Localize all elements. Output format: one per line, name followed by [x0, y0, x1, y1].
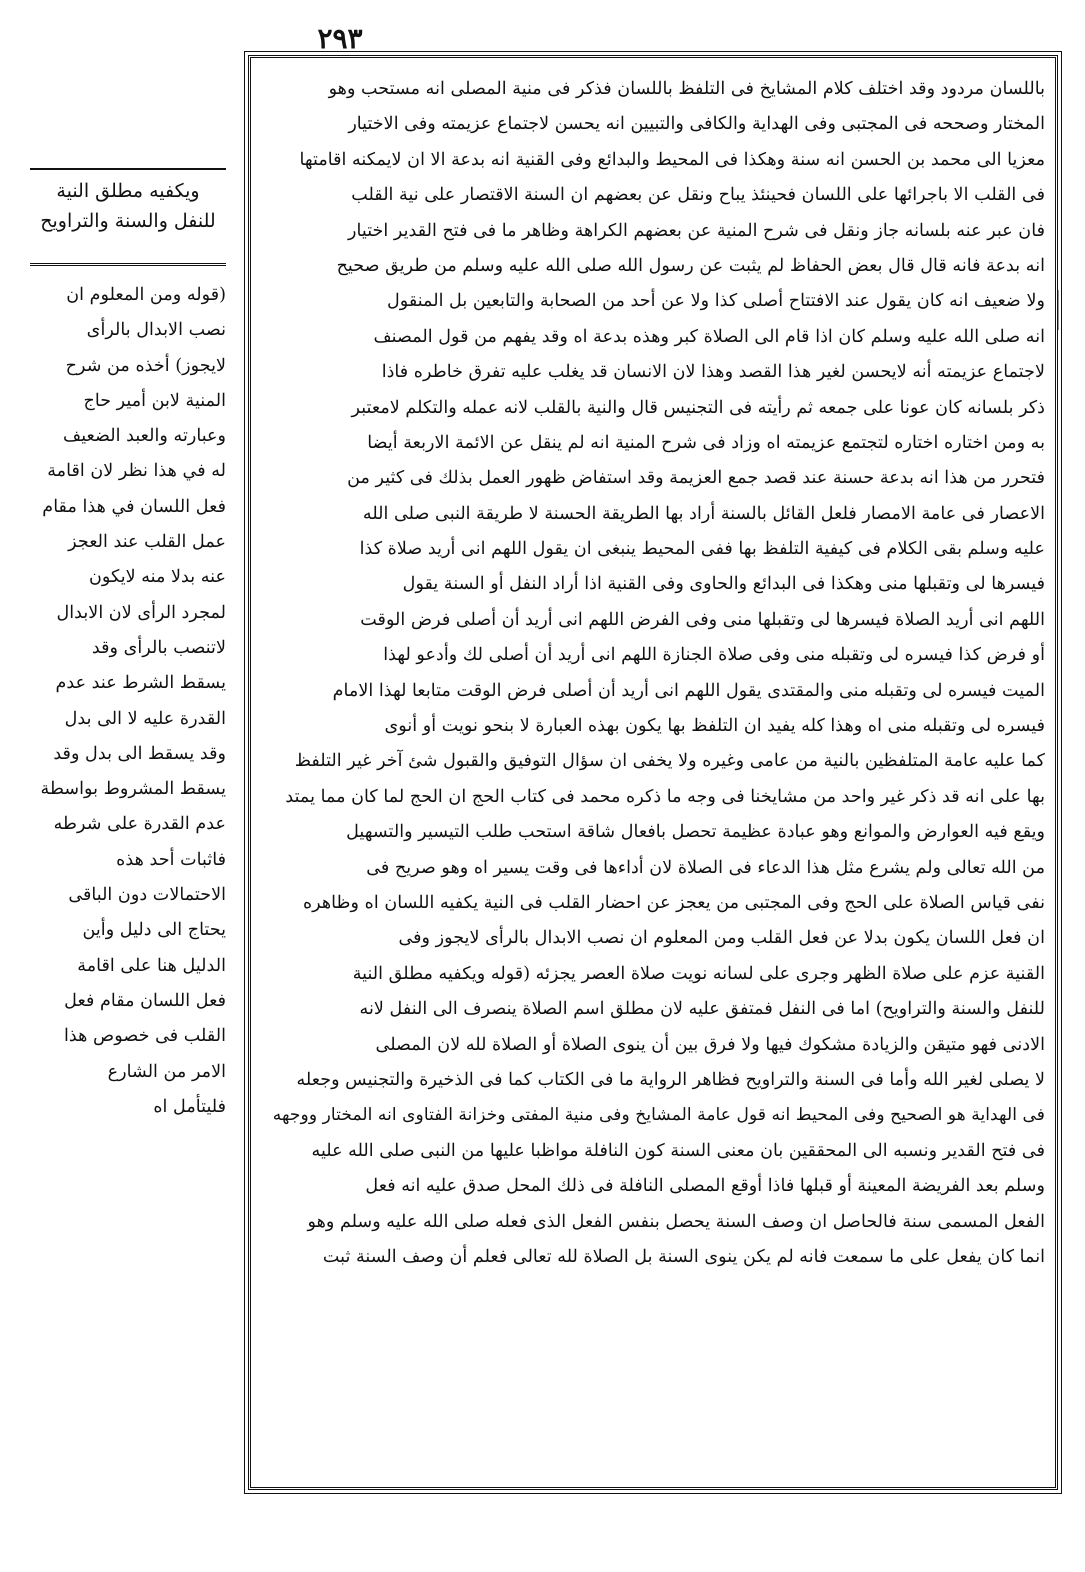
- main-text-line: كما عليه عامة المتلفظين بالنية من عامى وغيره ولا يخفى ان سؤال التوفيق والقبول شئ آخر غير التلفظ: [294, 751, 1045, 772]
- sidebar-text-line: القدرة عليه لا الى بدل: [64, 708, 226, 729]
- sidebar-text-line: لايجوز) أخذه من شرح: [65, 355, 226, 376]
- sidebar-text-line: المنية لابن أمير حاج: [83, 390, 226, 411]
- main-text-line: بها على انه قد ذكر غير واحد من مشايخنا فى وجه ما ذكره محمد فى كتاب الحج ان الحج لما كان مما يمتد: [285, 786, 1045, 807]
- main-text-line: فى فتح القدير ونسبه الى المحققين بان معنى السنة كون النافلة مواظبا عليها من النبى صلى الله عليه: [311, 1140, 1045, 1161]
- sidebar-text-line: وقد يسقط الى بدل وقد: [53, 743, 226, 764]
- main-text-line: به ومن اختاره اختاره لتجتمع عزيمته اه وزاد فى شرح المنية انه لم ينقل عن الائمة الاربعة أيضا: [367, 432, 1045, 453]
- sidebar-text-line: لمجرد الرأى لان الابدال: [56, 602, 226, 623]
- main-text-line: فيسره لى وتقبله منى اه وهذا كله يفيد ان التلفظ بها يكون بهذه العبارة لا بنحو نويت أو أنوى: [384, 716, 1045, 737]
- main-text-line: لا يصلى لغير الله وأما فى السنة والتراويح فظاهر الرواية ما فى الكتاب كما فى الذخيرة والتجنيس وجعله: [296, 1069, 1045, 1090]
- main-text-line: أو فرض كذا فيسره لى وتقبله منى وفى صلاة الجنازة اللهم انى أريد أن أصلى لك وأدعو لهذا: [383, 645, 1045, 666]
- main-text-line: فى القلب الا باجرائها على اللسان فحينئذ يباح ونقل عن بعضهم ان السنة الاقتصار على نية القلب: [351, 185, 1045, 206]
- main-text-line: ولا ضعيف انه كان يقول عند الافتتاح أصلى كذا ولا عن أحد من الصحابة والتابعين بل المنقول: [386, 291, 1045, 312]
- sidebar-text-line: وعبارته والعبد الضعيف: [63, 426, 226, 447]
- margin-mark: [1058, 290, 1065, 330]
- main-text-line: عليه وسلم بقى الكلام فى كيفية التلفظ بها ففى المحيط ينبغى ان يقول اللهم انى أريد صلاة كذا: [359, 539, 1045, 560]
- sidebar-text-line: فعل اللسان في هذا مقام: [42, 496, 226, 517]
- main-text-line: القنية عزم على صلاة الظهر وجرى على لسانه نويت صلاة العصر يجزئه (قوله ويكفيه مطلق النية: [352, 963, 1045, 984]
- sidebar-text-line: يسقط الشرط عند عدم: [55, 673, 226, 694]
- sidebar-text-line: الدليل هنا على اقامة: [77, 955, 226, 976]
- main-text-line: من الله تعالى ولم يشرع مثل هذا الدعاء فى الصلاة لان أداءها فى وقت يسير اه وهو صريح فى: [366, 857, 1045, 878]
- main-text-line: نفى قياس الصلاة على الحج وفى المجتبى من يعجز عن احضار القلب فى النية يكفيه اللسان اه وظاهره: [302, 892, 1045, 913]
- sidebar-text-line: فليتأمل اه: [153, 1096, 226, 1117]
- sidebar-text-line: الامر من الشارع: [107, 1061, 226, 1082]
- main-text-line: ويقع فيه العوارض والموانع وهو عبادة عظيمة تحصل بافعال شاقة استحب طلب التيسير والتسهيل: [346, 822, 1045, 843]
- sidebar-text-line: القلب فى خصوص هذا: [64, 1026, 226, 1047]
- main-text-line: الفعل المسمى سنة فالحاصل ان وصف السنة يحصل بنفس الفعل الذى فعله صلى الله عليه وسلم وهو: [307, 1211, 1045, 1232]
- main-text-line: انما كان يفعل على ما سمعت فانه لم يكن ينوى السنة بل الصلاة لله تعالى فعلم أن وصف السنة ثبت: [322, 1246, 1045, 1267]
- main-text-line: فيسرها لى وتقبلها منى وهكذا فى البدائع والحاوى وفى القنية اذا أراد النفل أو السنة يقول: [402, 574, 1045, 595]
- main-text-line: المختار وصححه فى المجتبى وفى الهداية والكافى والتبيين انه يحسن لاجتماع عزيمته وفى الاختيار: [348, 114, 1045, 135]
- sidebar-text-line: عدم القدرة على شرطه: [53, 814, 226, 835]
- main-text-line: فان عبر عنه بلسانه جاز ونقل فى شرح المنية عن بعضهم الكراهة وظاهر ما فى فتح القدير اختيار: [348, 220, 1045, 241]
- sidebar-heading-line: للنفل والسنة والتراويح: [40, 210, 216, 232]
- sidebar-text-line: فاثبات أحد هذه: [116, 849, 226, 870]
- sidebar-text-line: نصب الابدال بالرأى: [86, 320, 226, 341]
- sidebar-text-line: يحتاج الى دليل وأين: [82, 920, 226, 941]
- sidebar-heading-line: ويكفيه مطلق النية: [56, 180, 200, 202]
- sidebar-text-line: يسقط المشروط بواسطة: [40, 779, 226, 800]
- main-text-line: فتحرر من هذا انه بدعة حسنة عند قصد جمع العزيمة وقد استفاض ظهور العمل بذلك فى كثير من: [347, 468, 1045, 489]
- main-text-line: فى الهداية هو الصحيح وفى المحيط انه قول عامة المشايخ وفى منية المفتى وخزانة الفتاوى انه المختار ووجهه: [272, 1105, 1045, 1126]
- main-text-line: لاجتماع عزيمته أنه لايحسن لغير هذا القصد وهذا لان الانسان قد يغلب عليه تفرق خاطره فاذا: [381, 362, 1045, 383]
- sidebar-text-line: له في هذا نظر لان اقامة: [47, 461, 226, 482]
- main-text-line: وسلم بعد الفريضة المعينة أو قبلها فاذا أوقع المصلى النافلة فى ذلك المحل صدق عليه انه فعل: [365, 1176, 1045, 1197]
- main-text-line: ذكر بلسانه كان عونا على جمعه ثم رأيته فى التجنيس قال والنية بالقلب لانه عمله والتكلم لامعتبر: [351, 397, 1045, 418]
- main-text-line: باللسان مردود وقد اختلف كلام المشايخ فى التلفظ باللسان فذكر فى منية المصلى انه مستحب وهو: [328, 79, 1045, 99]
- sidebar-text-line: الاحتمالات دون الباقى: [68, 885, 226, 906]
- main-text-line: انه صلى الله عليه وسلم كان اذا قام الى الصلاة كبر وهذه بدعة اه وقد يفهم من قول المصنف: [373, 326, 1045, 347]
- main-text-line: الميت فيسره لى وتقبله منى والمقتدى يقول اللهم انى أريد أن أصلى فرض الوقت متابعا لهذا الامام: [332, 680, 1045, 701]
- sidebar-commentary: [30, 278, 226, 1125]
- main-text-body: [261, 72, 1045, 1477]
- sidebar-text-line: عنه بدلا منه لايكون: [88, 567, 226, 588]
- main-text-line: للنفل والسنة والتراويح) اما فى النفل فمتفق عليه لان مطلق اسم الصلاة ينصرف الى النفل لانه: [359, 999, 1045, 1020]
- main-text-line: اللهم انى أريد الصلاة فيسرها لى وتقبلها منى وفى الفرض اللهم انى أريد أن أصلى فرض الوقت: [360, 609, 1045, 630]
- main-text-frame: [248, 55, 1058, 1490]
- sidebar-text-line: لاتنصب بالرأى وقد: [91, 637, 226, 658]
- page-number: ٢٩٣: [317, 22, 363, 55]
- main-text-line: الاعصار فى عامة الامصار فلعل القائل بالسنة أراد بها الطريقة الحسنة لا طريقة النبى صلى الله: [362, 503, 1045, 524]
- sidebar-text-line: فعل اللسان مقام فعل: [64, 990, 226, 1011]
- sidebar-text-line: عمل القلب عند العجز: [68, 532, 226, 553]
- main-text-line: معزيا الى محمد بن الحسن انه سنة وهكذا فى المحيط والبدائع وفى القنية انه بدعة الا ان لايمكنه اقامتها: [299, 149, 1045, 170]
- sidebar-heading: [30, 168, 226, 266]
- main-text-line: الادنى فهو متيقن والزيادة مشكوك فيها ولا فرق بين أن ينوى الصلاة أو الصلاة لله لان المصلى: [375, 1034, 1045, 1055]
- main-text-line: انه بدعة فانه قال قال بعض الحفاظ لم يثبت عن رسول الله صلى الله عليه وسلم من طريق صحيح: [336, 255, 1045, 276]
- sidebar-text-line: (قوله ومن المعلوم ان: [66, 285, 226, 305]
- main-text-line: ان فعل اللسان يكون بدلا عن فعل القلب ومن المعلوم ان نصب الابدال بالرأى لايجوز وفى: [398, 928, 1045, 949]
